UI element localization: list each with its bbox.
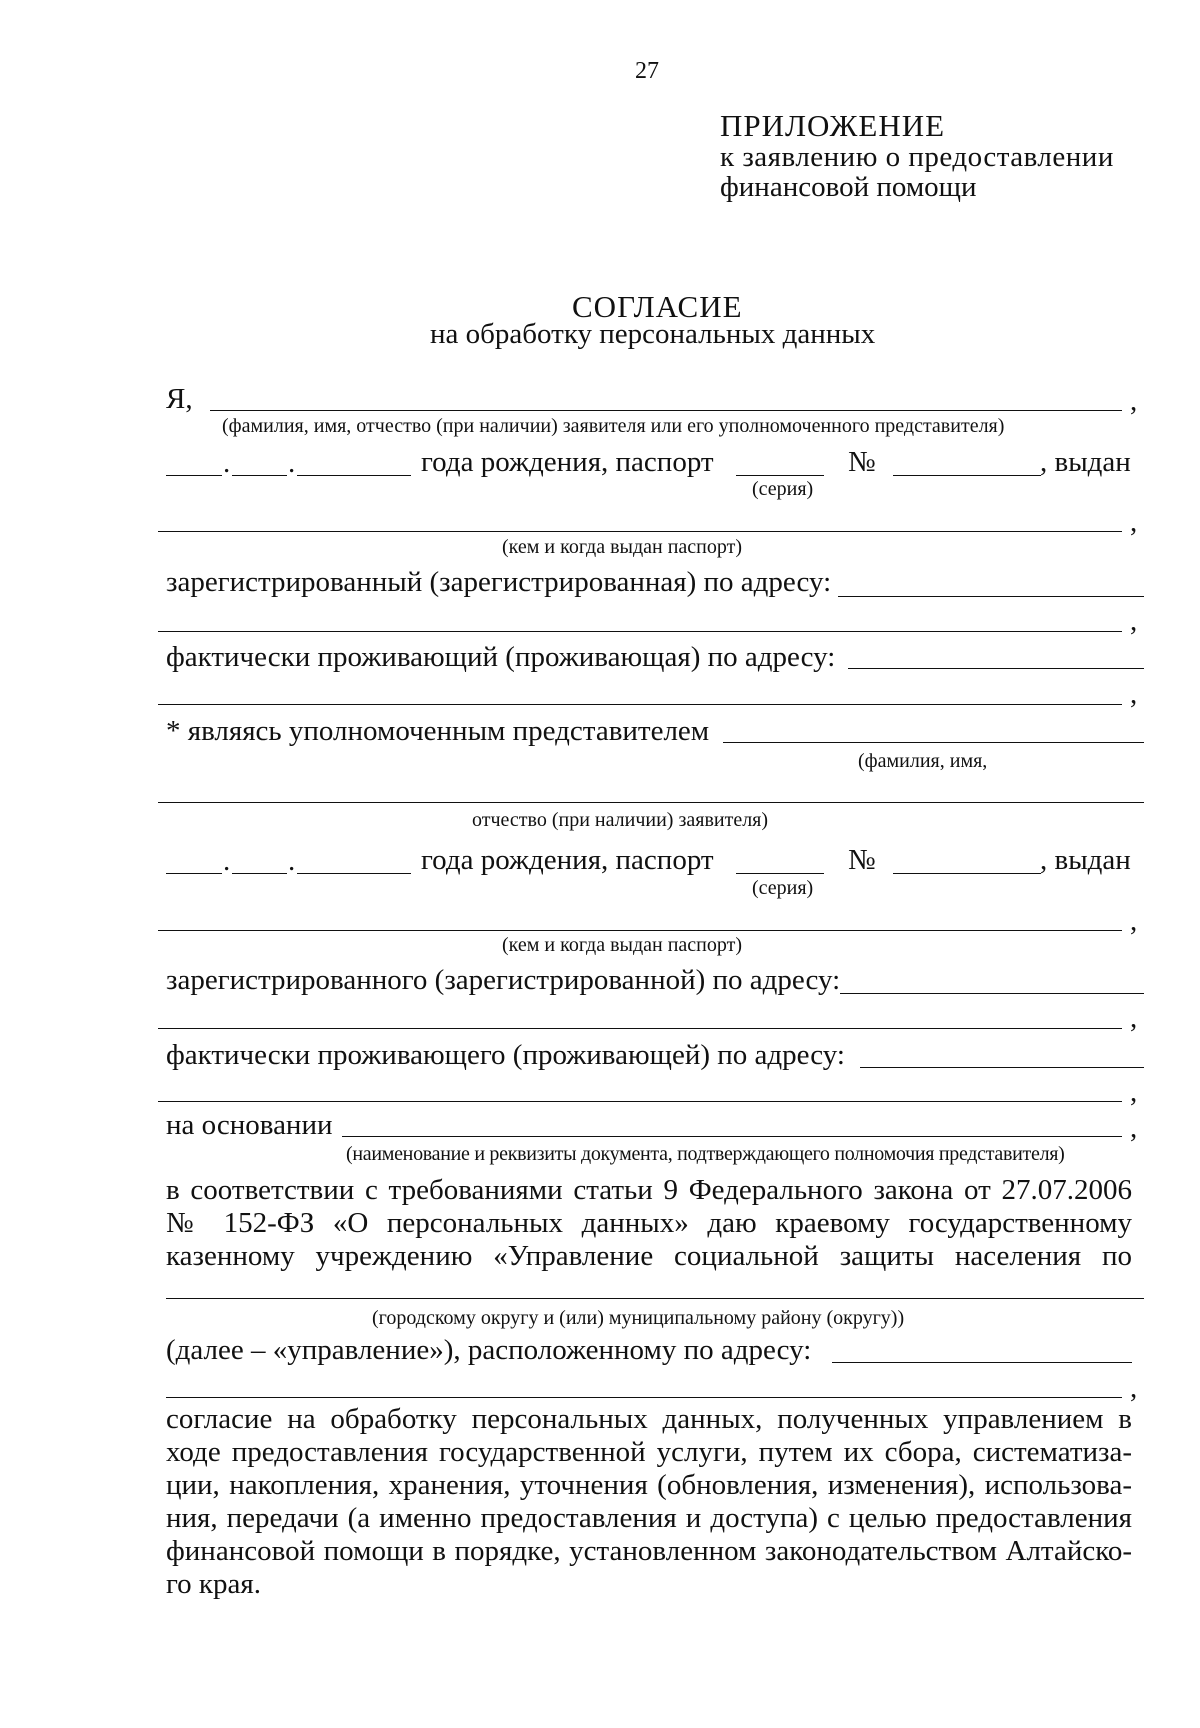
- representative-field[interactable]: [723, 742, 1144, 743]
- registered-label: зарегистрированный (зарегистрированная) по адресу:: [166, 566, 832, 598]
- birth-day-field[interactable]: [166, 475, 222, 476]
- issued-label: , выдан: [1040, 844, 1131, 876]
- rep-birth-day-field[interactable]: [166, 873, 222, 874]
- series-caption: (серия): [752, 877, 814, 899]
- registered-address-field-2[interactable]: [158, 631, 1122, 632]
- rep-registered-address-field[interactable]: [840, 993, 1144, 994]
- rep-issued-by-field[interactable]: [158, 930, 1122, 931]
- office-address-field[interactable]: [832, 1362, 1132, 1363]
- consent-line-4: ния, передачи (а именно предоставления и доступа) с целью предоставления: [166, 1502, 1132, 1534]
- comma: ,: [1130, 1002, 1138, 1034]
- registered-address-field[interactable]: [838, 596, 1144, 597]
- rep-living-label: фактически проживающего (проживающей) по адресу:: [166, 1039, 845, 1071]
- birth-passport-label: года рождения, паспорт: [421, 446, 714, 478]
- rep-registered-label: зарегистрированного (зарегистрированной) по адресу:: [166, 964, 841, 996]
- comma: ,: [1130, 385, 1138, 417]
- consent-line-3: ции, накопления, хранения, уточнения (обновления, изменения), использова-: [166, 1469, 1132, 1501]
- dot: .: [288, 845, 296, 877]
- consent-line-6: го края.: [166, 1568, 261, 1600]
- issued-by-caption: (кем и когда выдан паспорт): [502, 934, 743, 956]
- issued-by-caption: (кем и когда выдан паспорт): [502, 536, 743, 558]
- document-title: СОГЛАСИЕ: [572, 289, 743, 324]
- passport-number-field[interactable]: [893, 475, 1041, 476]
- rep-caption-2: отчество (при наличии) заявителя): [472, 809, 769, 831]
- consent-line-5: финансовой помощи в порядке, установленном законодательством Алтайско-: [166, 1535, 1132, 1567]
- comma: ,: [1130, 1372, 1138, 1404]
- dot: .: [223, 447, 231, 479]
- dot: .: [288, 447, 296, 479]
- birth-month-field[interactable]: [232, 475, 287, 476]
- basis-label: на основании: [166, 1109, 333, 1141]
- comma: ,: [1130, 605, 1138, 637]
- dot: .: [223, 845, 231, 877]
- comma: ,: [1130, 506, 1138, 538]
- living-address-field-2[interactable]: [158, 704, 1122, 705]
- further-label: (далее – «управление»), расположенному по адресу:: [166, 1334, 812, 1366]
- rep-passport-series-field[interactable]: [736, 873, 824, 874]
- living-address-field[interactable]: [848, 668, 1144, 669]
- appendix-line-2: финансовой помощи: [720, 171, 977, 203]
- law-line-1: в соответствии с требованиями статьи 9 Федерального закона от 27.07.2006: [166, 1174, 1132, 1206]
- page-number: 27: [635, 58, 659, 84]
- fio-caption: (фамилия, имя, отчество (при наличии) заявителя или его уполномоченного представителя): [222, 415, 1005, 437]
- appendix-title: ПРИЛОЖЕНИЕ: [720, 108, 946, 143]
- appendix-line-1: к заявлению о предоставлении: [720, 141, 1114, 173]
- rep-caption-1: (фамилия, имя,: [858, 750, 988, 772]
- comma: ,: [1130, 678, 1138, 710]
- office-address-field-2[interactable]: [166, 1397, 1122, 1398]
- consent-line-1: согласие на обработку персональных данных, полученных управлением в: [166, 1403, 1132, 1435]
- representative-field-2[interactable]: [158, 802, 1144, 803]
- issued-by-field[interactable]: [158, 531, 1122, 532]
- law-line-2: № 152-ФЗ «О персональных данных» даю краевому государственному: [166, 1207, 1132, 1239]
- district-field[interactable]: [166, 1298, 1144, 1299]
- rep-registered-address-field-2[interactable]: [158, 1028, 1122, 1029]
- basis-caption: (наименование и реквизиты документа, подтверждающего полномочия представителя): [346, 1143, 1065, 1165]
- living-label: фактически проживающий (проживающая) по адресу:: [166, 641, 836, 673]
- comma: ,: [1130, 905, 1138, 937]
- district-caption: (городскому округу и (или) муниципальному району (округу)): [372, 1307, 905, 1329]
- birth-passport-label: года рождения, паспорт: [421, 844, 714, 876]
- comma: ,: [1130, 1112, 1138, 1144]
- rep-birth-month-field[interactable]: [232, 873, 287, 874]
- passport-series-field[interactable]: [736, 475, 824, 476]
- fio-field[interactable]: [210, 410, 1122, 411]
- comma: ,: [1130, 1076, 1138, 1108]
- ya-label: Я,: [166, 383, 193, 415]
- consent-line-2: ходе предоставления государственной услуги, путем их сбора, систематиза-: [166, 1436, 1132, 1468]
- number-sign: №: [848, 844, 876, 876]
- rep-passport-number-field[interactable]: [893, 873, 1041, 874]
- document-subtitle: на обработку персональных данных: [430, 318, 876, 350]
- rep-living-address-field-2[interactable]: [158, 1101, 1122, 1102]
- rep-birth-year-field[interactable]: [297, 873, 411, 874]
- birth-year-field[interactable]: [297, 475, 411, 476]
- law-line-3: казенному учреждению «Управление социальной защиты населения по: [166, 1240, 1132, 1272]
- basis-field[interactable]: [342, 1136, 1122, 1137]
- law-paragraph: [166, 1174, 1132, 1273]
- number-sign: №: [848, 446, 876, 478]
- representative-label: * являясь уполномоченным представителем: [166, 715, 710, 747]
- consent-paragraph: [166, 1403, 1132, 1601]
- issued-label: , выдан: [1040, 446, 1131, 478]
- rep-living-address-field[interactable]: [860, 1067, 1144, 1068]
- series-caption: (серия): [752, 478, 814, 500]
